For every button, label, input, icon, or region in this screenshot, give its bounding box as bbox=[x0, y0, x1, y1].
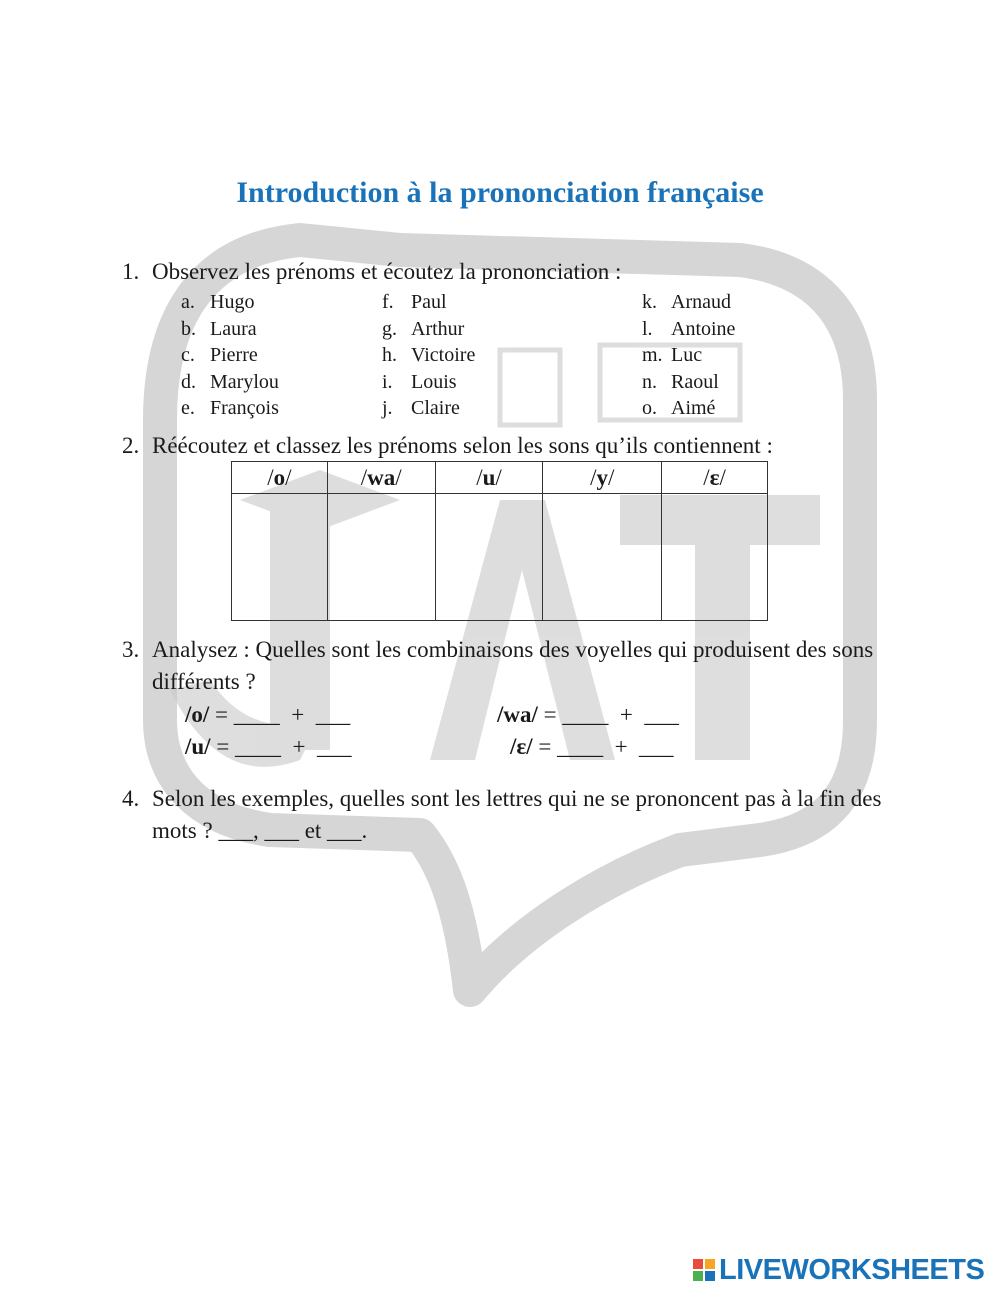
answer-cell-y[interactable] bbox=[543, 494, 662, 621]
item-letter: o. bbox=[642, 397, 657, 419]
first-name: Arnaud bbox=[671, 291, 731, 313]
first-name: Antoine bbox=[671, 317, 736, 340]
question-text: Selon les exemples, quelles sont les lettres qui ne se prononcent pas à la fin des mots ? ___, ___ et ___. bbox=[152, 786, 882, 843]
item-letter: g. bbox=[382, 317, 397, 340]
question-number: 1. bbox=[122, 259, 140, 284]
first-name: François bbox=[210, 397, 279, 419]
list-item bbox=[382, 342, 582, 369]
first-name: Claire bbox=[411, 397, 460, 419]
liveworksheets-logo bbox=[693, 1253, 984, 1287]
answer-cell-wa[interactable] bbox=[327, 494, 435, 621]
list-item bbox=[382, 316, 582, 343]
list-item bbox=[642, 395, 842, 422]
question-text: Réécoutez et classez les prénoms selon les sons qu’ils contiennent : bbox=[152, 433, 773, 458]
list-item bbox=[181, 342, 361, 369]
sounds-table bbox=[231, 461, 768, 621]
table-row bbox=[232, 494, 768, 621]
item-letter: h. bbox=[382, 344, 397, 366]
logo-cubes-icon bbox=[693, 1259, 715, 1281]
first-name: Marylou bbox=[210, 370, 279, 393]
equation-o[interactable]: /o/ = ____ + ___ bbox=[185, 702, 351, 727]
first-name: Victoire bbox=[411, 344, 476, 366]
item-letter: f. bbox=[382, 291, 394, 313]
page-title: Introduction à la prononciation française bbox=[236, 176, 764, 209]
first-name: Laura bbox=[210, 317, 257, 340]
names-column-3 bbox=[642, 289, 842, 422]
question-number: 4. bbox=[122, 786, 140, 811]
column-header-wa: /wa/ bbox=[327, 462, 435, 494]
logo-text: LIVEWORKSHEETS bbox=[719, 1253, 985, 1286]
item-letter: l. bbox=[642, 317, 653, 340]
item-letter: c. bbox=[181, 344, 195, 366]
names-column-1 bbox=[181, 289, 361, 422]
first-name: Aimé bbox=[671, 397, 716, 419]
list-item bbox=[642, 369, 842, 396]
question-number: 3. bbox=[122, 637, 140, 662]
equation-u[interactable]: /u/ = ____ + ___ bbox=[185, 734, 352, 759]
item-letter: a. bbox=[181, 291, 195, 313]
item-letter: e. bbox=[181, 397, 195, 419]
first-name: Hugo bbox=[210, 291, 255, 313]
question-text: Observez les prénoms et écoutez la prononciation : bbox=[152, 259, 622, 284]
first-name: Pierre bbox=[210, 344, 258, 366]
item-letter: n. bbox=[642, 370, 657, 393]
list-item bbox=[642, 342, 842, 369]
item-letter: j. bbox=[382, 397, 393, 419]
list-item bbox=[181, 289, 361, 316]
item-letter: b. bbox=[181, 317, 196, 340]
column-header-u: /u/ bbox=[435, 462, 543, 494]
list-item bbox=[382, 289, 582, 316]
list-item bbox=[642, 289, 842, 316]
answer-cell-o[interactable] bbox=[232, 494, 328, 621]
list-item bbox=[642, 316, 842, 343]
table-header-row bbox=[232, 462, 768, 494]
list-item bbox=[382, 369, 582, 396]
first-name: Paul bbox=[411, 291, 447, 313]
question-text: Analysez : Quelles sont les combinaisons des voyelles qui produisent des sons différents ? bbox=[152, 637, 874, 694]
equation-epsilon[interactable]: /ɛ/ = ____ + ___ bbox=[510, 734, 674, 759]
list-item bbox=[181, 395, 361, 422]
names-column-2 bbox=[382, 289, 582, 422]
item-letter: k. bbox=[642, 291, 657, 313]
column-header-o: /o/ bbox=[232, 462, 328, 494]
list-item bbox=[181, 316, 361, 343]
list-item bbox=[382, 395, 582, 422]
question-number: 2. bbox=[122, 433, 140, 458]
equation-wa[interactable]: /wa/ = ____ + ___ bbox=[497, 702, 679, 727]
answer-cell-epsilon[interactable] bbox=[662, 494, 768, 621]
first-name: Raoul bbox=[671, 370, 719, 393]
column-header-y: /y/ bbox=[543, 462, 662, 494]
list-item bbox=[181, 369, 361, 396]
first-name: Luc bbox=[671, 344, 703, 366]
item-letter: d. bbox=[181, 370, 196, 393]
item-letter: i. bbox=[382, 370, 393, 393]
answer-cell-u[interactable] bbox=[435, 494, 543, 621]
first-name: Louis bbox=[411, 370, 457, 393]
column-header-epsilon: /ɛ/ bbox=[662, 462, 768, 494]
item-letter: m. bbox=[642, 344, 663, 366]
first-name: Arthur bbox=[411, 317, 465, 340]
